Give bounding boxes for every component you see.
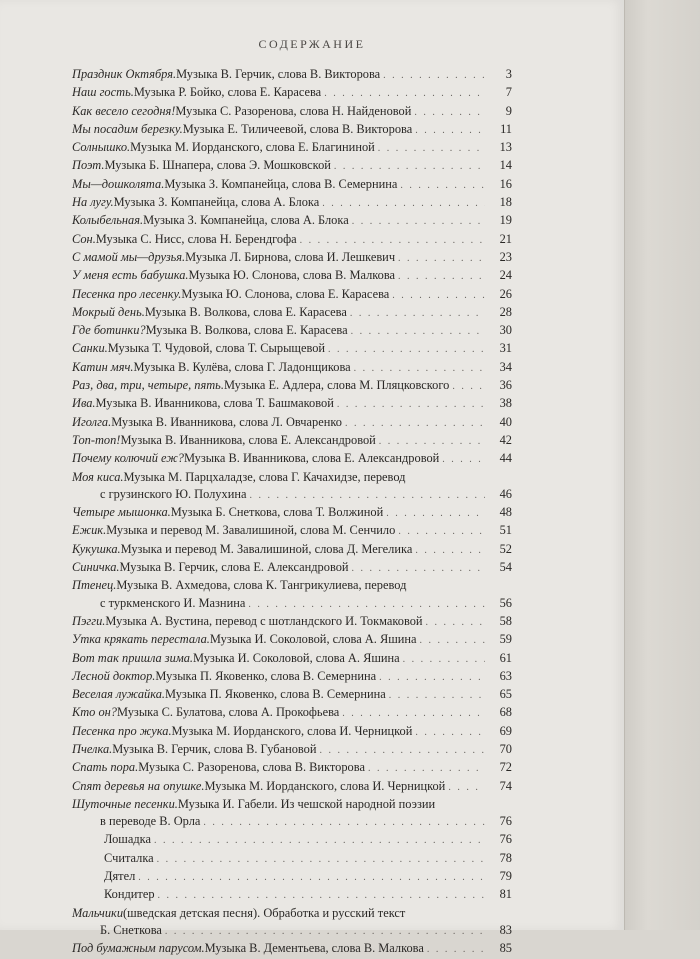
toc-line	[72, 595, 512, 613]
toc-title: Моя киса.	[72, 469, 124, 484]
page-number: 31	[499, 341, 512, 356]
toc-credits: Музыка Б. Шнапера, слова Э. Мошковской	[104, 158, 331, 173]
toc-credits: Музыка В. Иванникова, слова Е. Александровой	[183, 451, 440, 466]
dot-leader	[165, 923, 485, 940]
toc-line	[72, 741, 512, 759]
toc-title: Мокрый день.	[72, 304, 145, 319]
toc-title: Поэт.	[72, 158, 105, 173]
toc-line	[72, 469, 512, 486]
page-number: 78	[499, 850, 512, 865]
toc-title: Спят деревья на опушке.	[72, 778, 205, 793]
toc-line	[72, 231, 512, 249]
toc-credits: Музыка Ю. Слонова, слова В. Малкова	[188, 268, 396, 283]
toc-credits: Музыка В. Волкова, слова Е. Карасева	[145, 323, 348, 338]
table-of-contents	[72, 66, 512, 959]
toc-credits: Музыка М. Парцхаладзе, слова Г. Качахидзе, перевод	[123, 469, 406, 484]
toc-line	[72, 359, 512, 377]
toc-entry	[72, 157, 512, 175]
toc-title: Санки.	[72, 341, 108, 356]
toc-entry	[72, 559, 512, 577]
dot-leader	[383, 67, 485, 84]
toc-credits: Музыка В. Герчик, слова Е. Александровой	[119, 560, 349, 575]
toc-credits: Музыка М. Иорданского, слова И. Черницкой	[204, 778, 446, 793]
dot-leader	[415, 542, 485, 559]
toc-line	[72, 432, 512, 450]
toc-line	[72, 504, 512, 522]
toc-title: Мы посадим березку.	[72, 121, 183, 136]
toc-credits-continued: с грузинского Ю. Полухина	[100, 486, 247, 501]
page-number: 11	[500, 121, 512, 136]
toc-title: У меня есть бабушка.	[72, 268, 189, 283]
dot-leader	[154, 832, 485, 849]
page-number: 61	[499, 650, 512, 665]
toc-credits: Музыка П. Яковенко, слова В. Семернина	[155, 668, 377, 683]
toc-entry	[72, 723, 512, 741]
toc-entry	[72, 212, 512, 230]
page-number: 59	[499, 632, 512, 647]
dot-leader	[389, 687, 485, 704]
page-number: 76	[499, 832, 512, 847]
toc-line	[72, 322, 512, 340]
toc-title: Катин мяч.	[72, 359, 134, 374]
page-number: 63	[499, 668, 512, 683]
toc-line	[72, 212, 512, 230]
toc-entry	[72, 66, 512, 84]
toc-title: Мы—дошколята.	[72, 176, 165, 191]
toc-entry	[72, 522, 512, 540]
page-number: 81	[499, 887, 512, 902]
dot-leader	[442, 451, 485, 468]
dot-leader	[322, 195, 485, 212]
toc-entry	[72, 778, 512, 796]
page-number: 42	[499, 432, 512, 447]
toc-subtitle: Дятел	[104, 869, 136, 884]
page-number: 79	[499, 869, 512, 884]
toc-entry	[72, 450, 512, 468]
toc-credits: Музыка М. Иорданского, слова Е. Благининой	[130, 140, 375, 155]
toc-entry	[72, 686, 512, 704]
toc-title: Пчелка.	[72, 741, 113, 756]
toc-credits: Музыка С. Булатова, слова А. Прокофьева	[117, 705, 340, 720]
dot-leader	[420, 632, 485, 649]
toc-credits: Музыка В. Кулёва, слова Г. Ладонщикова	[133, 359, 351, 374]
toc-entry	[72, 377, 512, 395]
toc-line	[72, 304, 512, 322]
page-number: 54	[499, 560, 512, 575]
toc-entry	[72, 176, 512, 194]
toc-entry	[72, 414, 512, 432]
toc-credits-continued: Б. Снеткова	[100, 922, 162, 937]
toc-credits: Музыка П. Яковенко, слова В. Семернина	[165, 687, 386, 702]
toc-line	[72, 559, 512, 577]
page-edge	[624, 0, 700, 930]
dot-leader	[334, 158, 485, 175]
toc-title: Лесной доктор.	[72, 668, 156, 683]
toc-line	[72, 922, 512, 940]
toc-title: Вот так пришла зима.	[72, 650, 194, 665]
page-number: 28	[499, 304, 512, 319]
toc-line	[72, 450, 512, 468]
toc-credits: Музыка В. Иванникова, слова Е. Александровой	[120, 432, 376, 447]
toc-credits: Музыка М. Иорданского, слова И. Черницкой	[171, 723, 413, 738]
toc-credits: Музыка Л. Бирнова, слова И. Лешкевич	[185, 249, 396, 264]
page-number: 58	[499, 613, 512, 628]
page-number: 76	[499, 814, 512, 829]
toc-line	[72, 613, 512, 631]
toc-line	[72, 886, 512, 904]
toc-credits: Музыка Е. Тиличеевой, слова В. Викторова	[182, 121, 413, 136]
toc-line	[72, 631, 512, 649]
toc-credits: Музыка В. Дементьева, слова В. Малкова	[204, 941, 424, 956]
toc-line	[72, 686, 512, 704]
toc-line	[72, 704, 512, 722]
toc-line	[72, 868, 512, 886]
toc-entry	[72, 322, 512, 340]
dot-leader	[248, 596, 485, 613]
toc-title: Как весело сегодня!	[72, 103, 176, 118]
page-number: 26	[499, 286, 512, 301]
toc-credits: Музыка В. Волкова, слова Е. Карасева	[144, 304, 347, 319]
dot-leader	[414, 104, 485, 121]
page-number: 16	[499, 176, 512, 191]
toc-credits: Музыка Т. Чудовой, слова Т. Сырыщевой	[107, 341, 326, 356]
page-number: 83	[499, 922, 512, 937]
toc-entry	[72, 103, 512, 121]
dot-leader	[352, 213, 485, 230]
toc-line	[72, 831, 512, 849]
toc-entry	[72, 868, 512, 886]
toc-line	[72, 121, 512, 139]
toc-entry	[72, 741, 512, 759]
dot-leader	[392, 287, 485, 304]
toc-title: Веселая лужайка.	[72, 687, 166, 702]
page-number: 70	[499, 741, 512, 756]
toc-title: Кукушка.	[72, 541, 121, 556]
toc-credits: Музыка В. Иванникова, слова Т. Башмаковой	[95, 396, 334, 411]
toc-entry	[72, 668, 512, 686]
page-number: 13	[499, 140, 512, 155]
toc-entry	[72, 286, 512, 304]
toc-credits: Музыка И. Соколовой, слова А. Яшина	[193, 650, 400, 665]
toc-entry	[72, 650, 512, 668]
toc-entry	[72, 759, 512, 777]
page-title: СОДЕРЖАНИЕ	[258, 37, 366, 51]
page-number: 3	[505, 67, 512, 81]
page-number: 44	[499, 451, 512, 466]
toc-line	[72, 522, 512, 540]
toc-credits-continued: с туркменского И. Мазнина	[100, 595, 246, 610]
dot-leader	[320, 742, 486, 759]
dot-leader	[350, 305, 485, 322]
toc-line	[72, 796, 512, 813]
page-number: 69	[499, 723, 512, 738]
toc-line	[72, 778, 512, 796]
page-number: 9	[505, 103, 512, 118]
toc-credits: Музыка В. Герчик, слова В. Викторова	[176, 67, 381, 81]
toc-entry	[72, 940, 512, 958]
dot-leader	[403, 651, 485, 668]
toc-subtitle: Считалка	[104, 850, 154, 865]
toc-title: Песенка про жука.	[72, 723, 172, 738]
dot-leader	[328, 341, 485, 358]
page-number: 51	[499, 523, 512, 538]
toc-line	[72, 377, 512, 395]
dot-leader	[386, 505, 485, 522]
toc-title: Топ-топ!	[72, 432, 121, 447]
page-number: 7	[505, 85, 512, 100]
toc-line	[72, 139, 512, 157]
toc-line	[72, 650, 512, 668]
page-number: 56	[499, 595, 512, 610]
toc-entry	[72, 577, 512, 613]
dot-leader	[157, 851, 485, 868]
page-number: 46	[499, 486, 512, 501]
toc-credits: Музыка А. Вустина, перевод с шотландского И. Токмаковой	[105, 613, 423, 628]
toc-title: Колыбельная.	[72, 213, 144, 228]
dot-leader	[378, 140, 485, 157]
toc-title: Почему колючий еж?	[72, 451, 184, 466]
toc-line	[72, 66, 512, 84]
toc-line	[72, 723, 512, 741]
toc-subtitle: Лошадка	[104, 832, 151, 847]
toc-title: Песенка про лесенку.	[72, 286, 182, 301]
dot-leader	[300, 232, 485, 249]
dot-leader	[427, 941, 485, 958]
toc-entry	[72, 267, 512, 285]
toc-title: Кто он?	[72, 705, 118, 720]
toc-title: Синичка.	[72, 560, 120, 575]
toc-credits: Музыка З. Компанейца, слова В. Семернина	[164, 176, 398, 191]
toc-credits: Музыка В. Иванникова, слова Л. Овчаренко	[111, 414, 342, 429]
toc-line	[72, 940, 512, 958]
toc-entry	[72, 886, 512, 904]
toc-line	[72, 813, 512, 831]
toc-credits: (шведская детская песня). Обработка и русский текст	[123, 905, 406, 920]
toc-entry	[72, 541, 512, 559]
dot-leader	[158, 887, 485, 904]
dot-leader	[138, 869, 485, 886]
toc-line	[72, 577, 512, 594]
toc-title: Пэгги.	[72, 613, 106, 628]
page-number: 14	[499, 158, 512, 173]
toc-title: Солнышко.	[72, 140, 131, 155]
toc-title: Иголга.	[72, 414, 112, 429]
toc-credits: Музыка И. Габели. Из чешской народной поэзии	[177, 796, 436, 811]
toc-title: Шуточные песенки.	[72, 796, 178, 811]
toc-credits: Музыка и перевод М. Завалишиной, слова Д. Мегелика	[120, 541, 413, 556]
toc-credits: Музыка С. Разоренова, слова В. Викторова	[138, 760, 365, 775]
dot-leader	[448, 779, 485, 796]
dot-leader	[415, 724, 485, 741]
dot-leader	[368, 760, 485, 777]
toc-entry	[72, 831, 512, 849]
dot-leader	[398, 250, 485, 267]
page-number: 34	[499, 359, 512, 374]
dot-leader	[452, 378, 485, 395]
toc-line	[72, 84, 512, 102]
toc-credits: Музыка З. Компанейца, слова А. Блока	[143, 213, 349, 228]
page-number: 30	[499, 323, 512, 338]
toc-line	[72, 267, 512, 285]
toc-entry	[72, 304, 512, 322]
toc-entry	[72, 796, 512, 832]
toc-entry	[72, 139, 512, 157]
page-number: 19	[499, 213, 512, 228]
dot-leader	[354, 360, 485, 377]
toc-credits-continued: в переводе В. Орла	[100, 814, 201, 829]
page-number: 40	[499, 414, 512, 429]
toc-entry	[72, 249, 512, 267]
toc-title: Ива.	[72, 396, 96, 411]
toc-line	[72, 157, 512, 175]
toc-credits: Музыка Ю. Слонова, слова Е. Карасева	[181, 286, 390, 301]
dot-leader	[400, 177, 485, 194]
toc-title: С мамой мы—друзья.	[72, 249, 186, 264]
toc-entry	[72, 704, 512, 722]
toc-title: Птенец.	[72, 578, 117, 593]
toc-title: Ежик.	[72, 523, 107, 538]
toc-entry	[72, 395, 512, 413]
toc-line	[72, 176, 512, 194]
toc-title: Под бумажным парусом.	[72, 941, 205, 956]
page-number: 38	[499, 396, 512, 411]
toc-title: Где ботинки?	[72, 323, 146, 338]
page-number: 23	[499, 249, 512, 264]
dot-leader	[352, 560, 485, 577]
page-number: 65	[499, 687, 512, 702]
page-number: 24	[499, 268, 512, 283]
toc-entry	[72, 469, 512, 505]
toc-entry	[72, 194, 512, 212]
toc-credits: Музыка В. Ахмедова, слова К. Тангрикулиева, перевод	[116, 578, 407, 593]
dot-leader	[379, 669, 485, 686]
toc-credits: Музыка Р. Бойко, слова Е. Карасева	[133, 85, 322, 100]
page-number: 85	[499, 941, 512, 956]
toc-line	[72, 414, 512, 432]
page-number: 18	[499, 195, 512, 210]
toc-line	[72, 395, 512, 413]
dot-leader	[351, 323, 485, 340]
dot-leader	[398, 523, 485, 540]
toc-entry	[72, 84, 512, 102]
toc-title: Раз, два, три, четыре, пять.	[72, 378, 224, 393]
dot-leader	[398, 268, 485, 285]
toc-credits: Музыка С. Нисс, слова Н. Берендгофа	[95, 231, 297, 246]
toc-entry	[72, 340, 512, 358]
toc-title: Наш гость.	[72, 85, 134, 100]
toc-entry	[72, 905, 512, 941]
toc-line	[72, 668, 512, 686]
toc-credits: Музыка Е. Адлера, слова М. Пляцковского	[223, 378, 450, 393]
dot-leader	[426, 614, 485, 631]
toc-title: Четыре мышонка.	[72, 505, 171, 520]
toc-entry	[72, 631, 512, 649]
toc-entry	[72, 504, 512, 522]
toc-credits: Музыка И. Соколовой, слова А. Яшина	[209, 632, 417, 647]
toc-line	[72, 759, 512, 777]
toc-credits: Музыка С. Разоренова, слова Н. Найденовой	[175, 103, 412, 118]
toc-entry	[72, 359, 512, 377]
toc-title: Утка крякать перестала.	[72, 632, 210, 647]
page-number: 21	[499, 231, 512, 246]
toc-title: Праздник Октября.	[72, 67, 177, 81]
toc-title: Спать пора.	[72, 760, 139, 775]
dot-leader	[337, 396, 485, 413]
toc-line	[72, 340, 512, 358]
dot-leader	[345, 415, 485, 432]
page-number: 48	[499, 505, 512, 520]
toc-title: Сон.	[72, 231, 96, 246]
toc-entry	[72, 850, 512, 868]
page-number: 68	[499, 705, 512, 720]
page-number: 36	[499, 378, 512, 393]
dot-leader	[415, 122, 485, 139]
toc-line	[72, 249, 512, 267]
page-number: 74	[499, 778, 512, 793]
toc-line	[72, 541, 512, 559]
toc-line	[72, 103, 512, 121]
toc-entry	[72, 121, 512, 139]
page-number: 52	[499, 541, 512, 556]
toc-line	[72, 194, 512, 212]
toc-entry	[72, 432, 512, 450]
dot-leader	[342, 705, 485, 722]
dot-leader	[249, 487, 485, 504]
dot-leader	[324, 85, 485, 102]
toc-title: На лугу.	[72, 195, 114, 210]
toc-line	[72, 286, 512, 304]
toc-credits: Музыка В. Герчик, слова В. Губановой	[112, 741, 317, 756]
toc-subtitle: Кондитер	[104, 887, 155, 902]
toc-line	[72, 850, 512, 868]
page-number: 72	[499, 760, 512, 775]
toc-entry	[72, 613, 512, 631]
toc-credits: Музыка З. Компанейца, слова А. Блока	[113, 195, 320, 210]
toc-line	[72, 905, 512, 922]
toc-line	[72, 486, 512, 504]
toc-credits: Музыка Б. Снеткова, слова Т. Волжиной	[170, 505, 384, 520]
toc-entry	[72, 231, 512, 249]
dot-leader	[203, 814, 485, 831]
toc-title: Мальчики	[72, 905, 124, 920]
toc-credits: Музыка и перевод М. Завалишиной, слова М. Сенчило	[106, 523, 396, 538]
dot-leader	[379, 433, 485, 450]
